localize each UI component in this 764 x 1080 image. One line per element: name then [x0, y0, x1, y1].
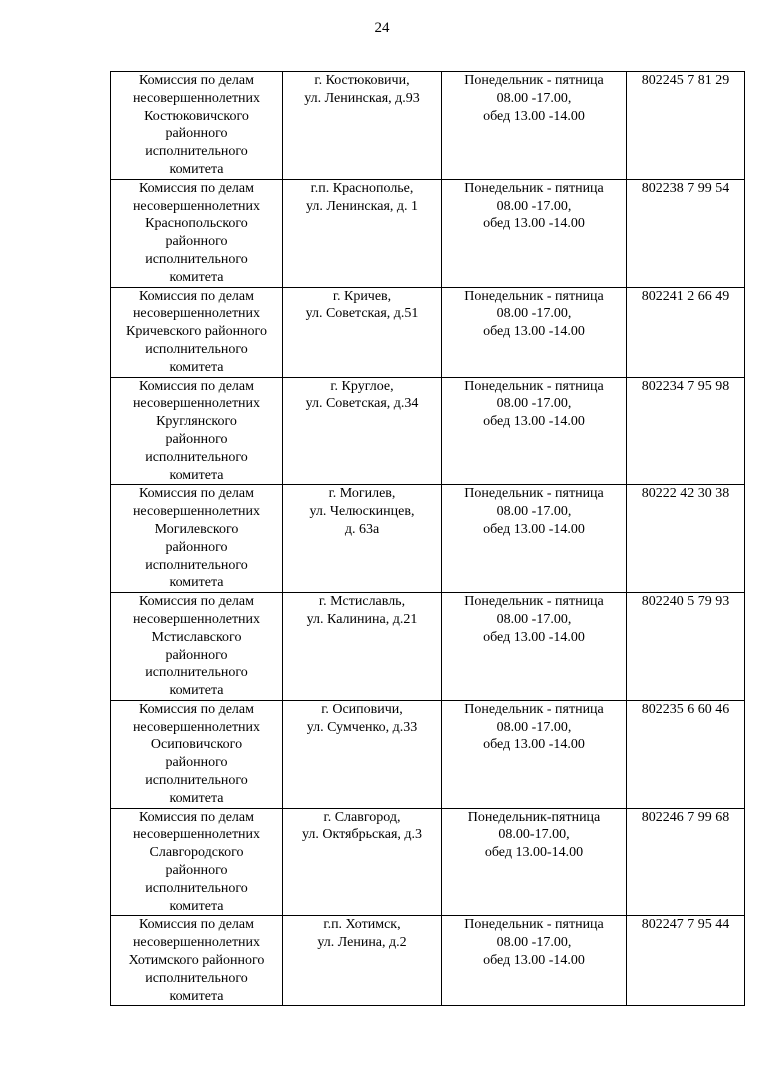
commission-name-cell: Комиссия по делам несовершеннолетних Хотимского районного исполнительного комитета: [111, 916, 283, 1006]
phone-cell: 802247 7 95 44: [627, 916, 745, 1006]
address-cell: г. Могилев, ул. Челюскинцев, д. 63а: [283, 485, 442, 593]
address-cell: г. Славгород, ул. Октябрьская, д.3: [283, 808, 442, 916]
working-hours-cell: Понедельник - пятница 08.00 -17.00, обед 13.00 -14.00: [442, 72, 627, 180]
table-row: [111, 179, 745, 287]
phone-cell: 80222 42 30 38: [627, 485, 745, 593]
table-row: [111, 700, 745, 808]
address-cell: г. Круглое, ул. Советская, д.34: [283, 377, 442, 485]
address-cell: г.п. Хотимск, ул. Ленина, д.2: [283, 916, 442, 1006]
commissions-table: [110, 71, 745, 1006]
address-cell: г. Осиповичи, ул. Сумченко, д.33: [283, 700, 442, 808]
working-hours-cell: Понедельник - пятница 08.00 -17.00, обед 13.00 -14.00: [442, 916, 627, 1006]
working-hours-cell: Понедельник - пятница 08.00 -17.00, обед 13.00 -14.00: [442, 287, 627, 377]
table-row: [111, 593, 745, 701]
address-cell: г.п. Краснополье, ул. Ленинская, д. 1: [283, 179, 442, 287]
table-row: [111, 808, 745, 916]
phone-cell: 802246 7 99 68: [627, 808, 745, 916]
phone-cell: 802241 2 66 49: [627, 287, 745, 377]
commission-name-cell: Комиссия по делам несовершеннолетних Кричевского районного исполнительного комитета: [111, 287, 283, 377]
table-row: [111, 916, 745, 1006]
address-cell: г. Костюковичи, ул. Ленинская, д.93: [283, 72, 442, 180]
commission-name-cell: Комиссия по делам несовершеннолетних Костюковичского районного исполнительного комитета: [111, 72, 283, 180]
commission-name-cell: Комиссия по делам несовершеннолетних Могилевского районного исполнительного комитета: [111, 485, 283, 593]
working-hours-cell: Понедельник - пятница 08.00 -17.00, обед 13.00 -14.00: [442, 377, 627, 485]
phone-cell: 802238 7 99 54: [627, 179, 745, 287]
commission-name-cell: Комиссия по делам несовершеннолетних Краснопольского районного исполнительного комитета: [111, 179, 283, 287]
commission-name-cell: Комиссия по делам несовершеннолетних Осиповичского районного исполнительного комитета: [111, 700, 283, 808]
phone-cell: 802240 5 79 93: [627, 593, 745, 701]
table-row: [111, 377, 745, 485]
table-row: [111, 485, 745, 593]
address-cell: г. Мстиславль, ул. Калинина, д.21: [283, 593, 442, 701]
phone-cell: 802234 7 95 98: [627, 377, 745, 485]
table-row: [111, 287, 745, 377]
working-hours-cell: Понедельник - пятница 08.00 -17.00, обед 13.00 -14.00: [442, 179, 627, 287]
commission-name-cell: Комиссия по делам несовершеннолетних Славгородского районного исполнительного комитета: [111, 808, 283, 916]
commission-name-cell: Комиссия по делам несовершеннолетних Круглянского районного исполнительного комитета: [111, 377, 283, 485]
table-row: [111, 72, 745, 180]
phone-cell: 802245 7 81 29: [627, 72, 745, 180]
working-hours-cell: Понедельник - пятница 08.00 -17.00, обед 13.00 -14.00: [442, 700, 627, 808]
working-hours-cell: Понедельник-пятница 08.00-17.00, обед 13.00-14.00: [442, 808, 627, 916]
phone-cell: 802235 6 60 46: [627, 700, 745, 808]
page-number: 24: [374, 20, 390, 36]
address-cell: г. Кричев, ул. Советская, д.51: [283, 287, 442, 377]
working-hours-cell: Понедельник - пятница 08.00 -17.00, обед 13.00 -14.00: [442, 485, 627, 593]
working-hours-cell: Понедельник - пятница 08.00 -17.00, обед 13.00 -14.00: [442, 593, 627, 701]
commission-name-cell: Комиссия по делам несовершеннолетних Мстиславского районного исполнительного комитета: [111, 593, 283, 701]
